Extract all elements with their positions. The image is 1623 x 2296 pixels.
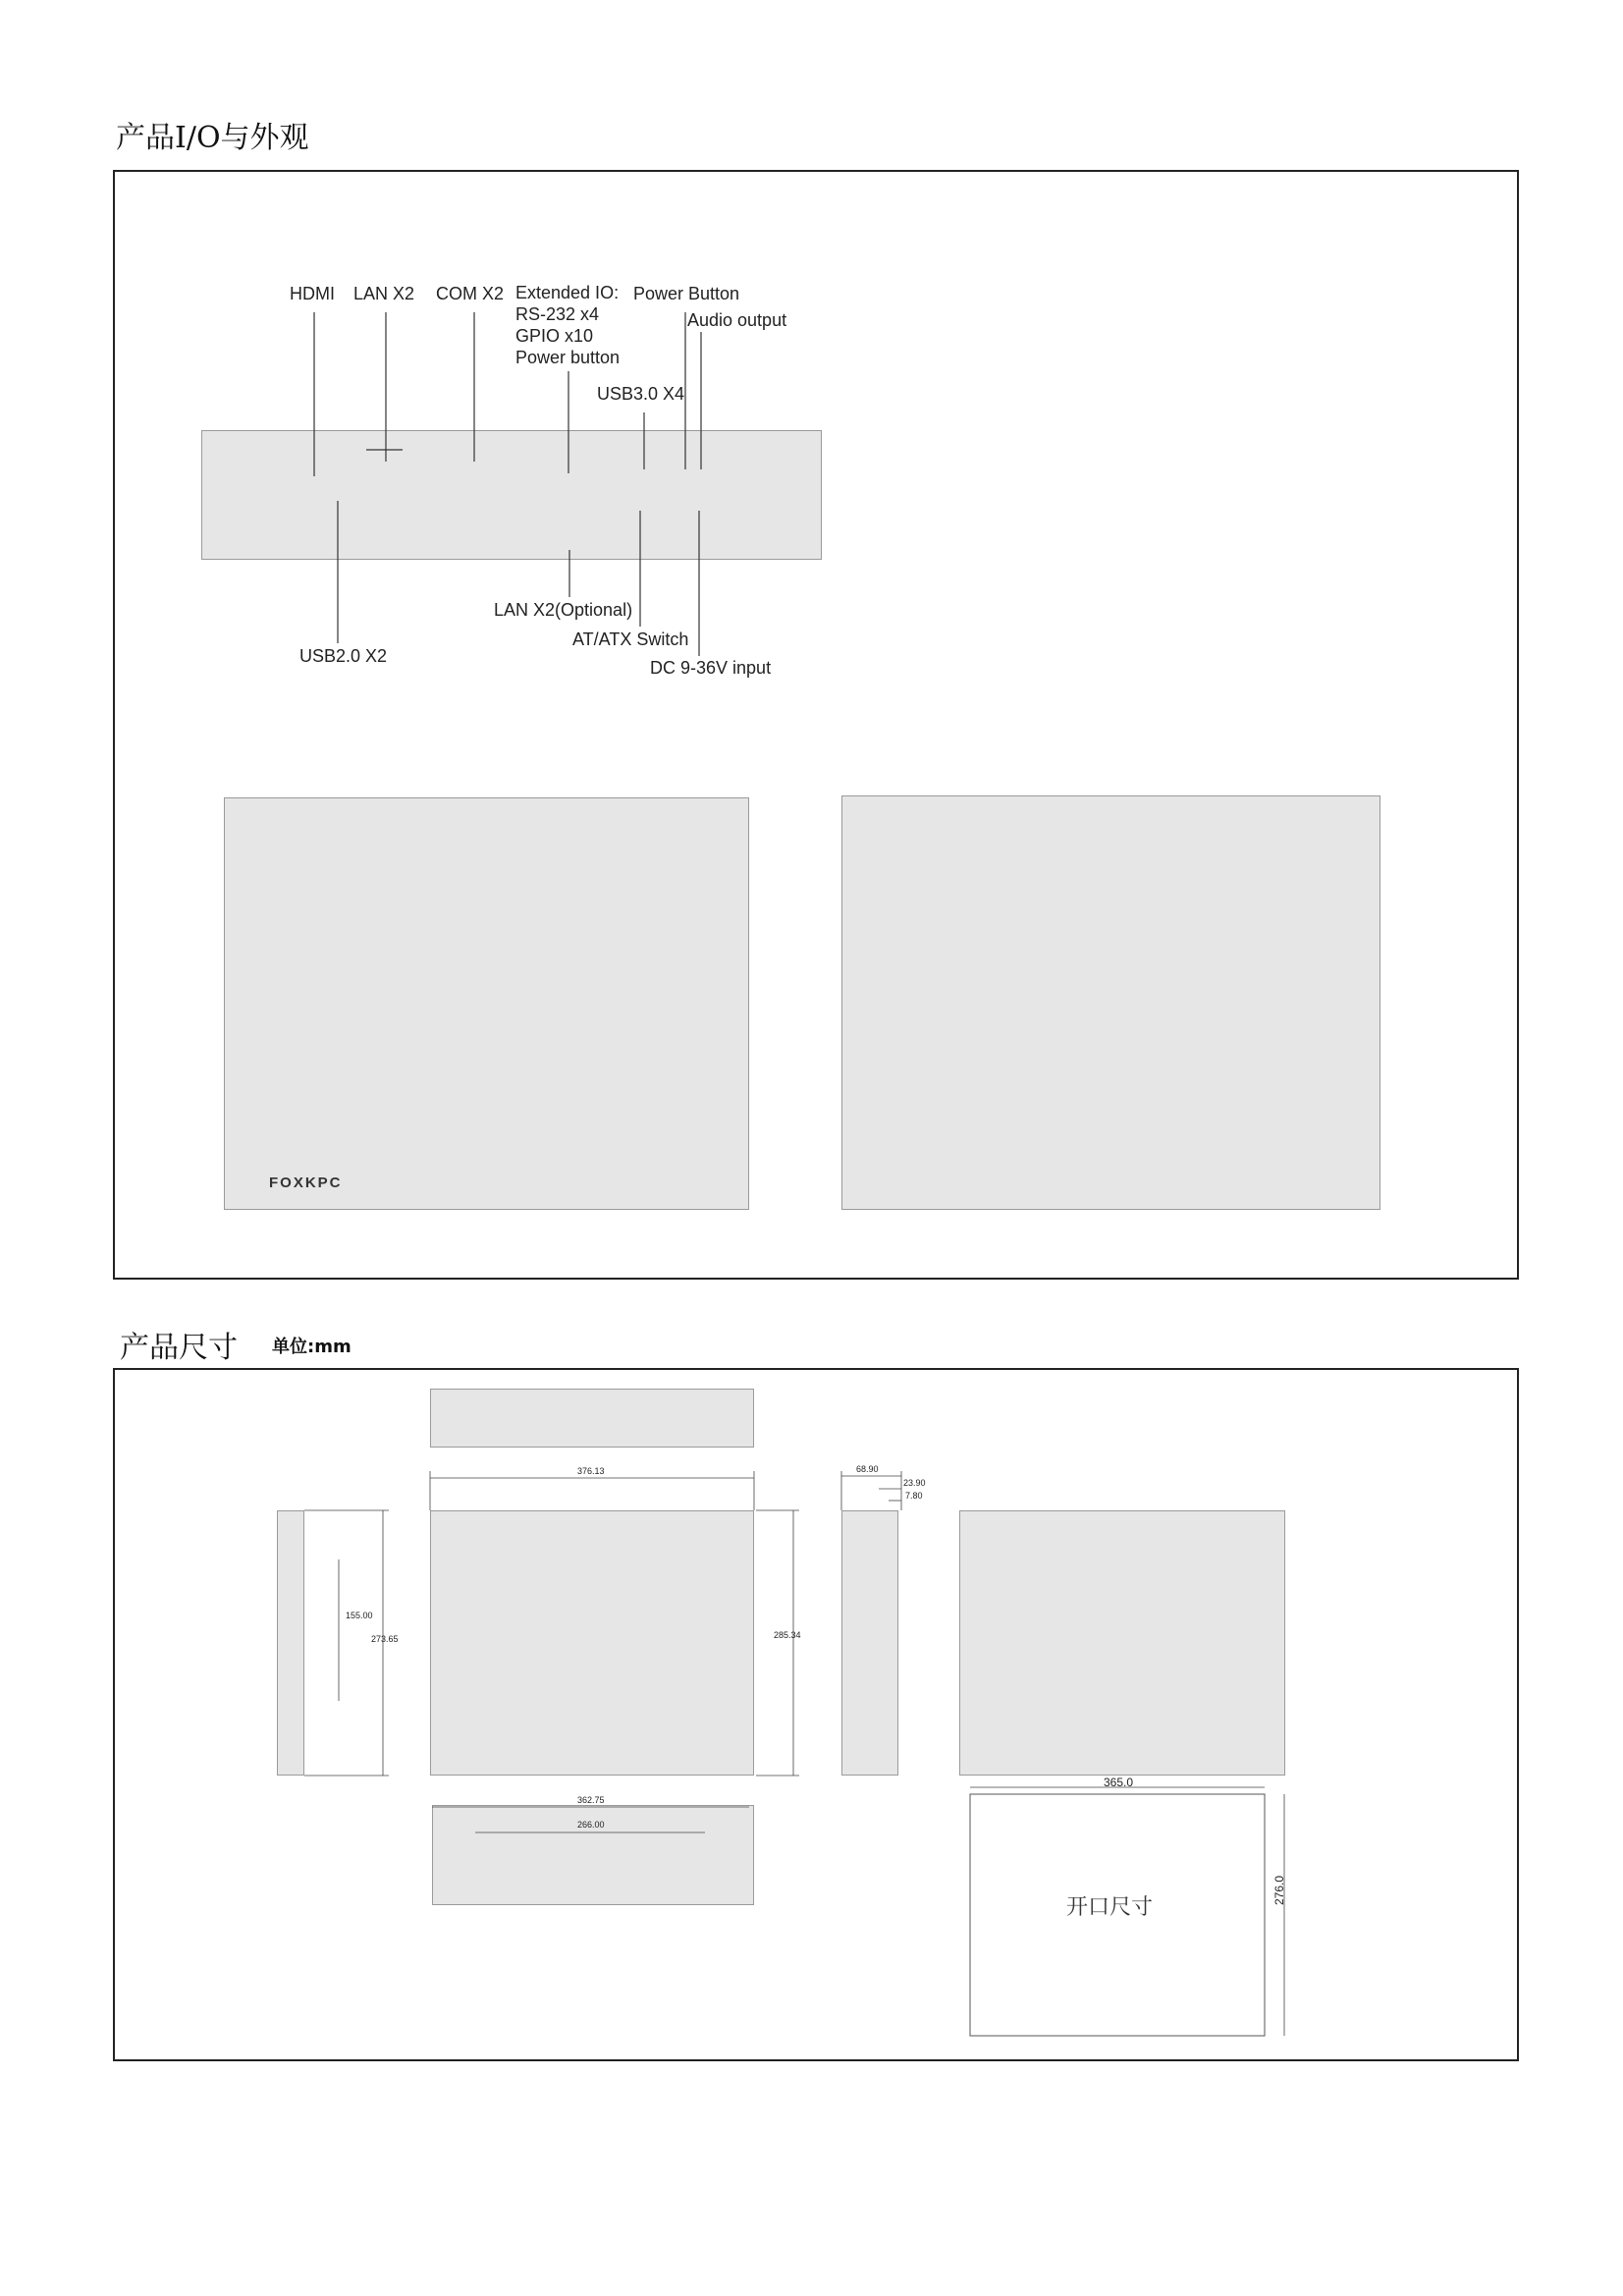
label-extended-io: Extended IO: — [515, 283, 620, 302]
dim-cutout-height: 276.0 — [1272, 1875, 1286, 1905]
dim-side-273: 273.65 — [371, 1634, 399, 1644]
label-usb3: USB3.0 X4 — [597, 384, 685, 404]
brand-logo: FOXKPC — [269, 1175, 343, 1191]
dim-side-155: 155.00 — [346, 1611, 373, 1620]
io-section-title: 产品I/O与外观 — [116, 121, 309, 155]
dim-section-title: 产品尺寸 — [120, 1331, 238, 1365]
label-rs232: RS-232 x4 — [515, 304, 600, 324]
label-hdmi: HDMI — [290, 284, 335, 303]
label-ext-power-button: Power button — [515, 348, 621, 367]
label-gpio: GPIO x10 — [515, 326, 594, 346]
label-audio-output: Audio output — [687, 310, 787, 330]
dim-width-outer: 376.13 — [577, 1466, 605, 1476]
dim-cutout-width: 365.0 — [1104, 1776, 1134, 1789]
dim-bottom-266: 266.00 — [577, 1820, 605, 1830]
dim-unit: 单位:mm — [272, 1337, 352, 1357]
dim-depth-23: 23.90 — [903, 1478, 926, 1488]
label-dc-input: DC 9-36V input — [650, 658, 772, 678]
label-lan-optional: LAN X2(Optional) — [494, 600, 633, 620]
dim-depth-68: 68.90 — [856, 1464, 879, 1474]
dim-bottom-362: 362.75 — [577, 1795, 605, 1805]
label-lan: LAN X2 — [353, 284, 415, 303]
label-atx-switch: AT/ATX Switch — [572, 629, 689, 649]
dim-depth-7: 7.80 — [905, 1491, 923, 1501]
label-power-button: Power Button — [633, 284, 740, 303]
label-com: COM X2 — [436, 284, 505, 303]
label-usb2: USB2.0 X2 — [299, 646, 388, 666]
dim-height-outer: 285.34 — [774, 1630, 801, 1640]
cutout-label: 开口尺寸 — [1066, 1895, 1154, 1920]
